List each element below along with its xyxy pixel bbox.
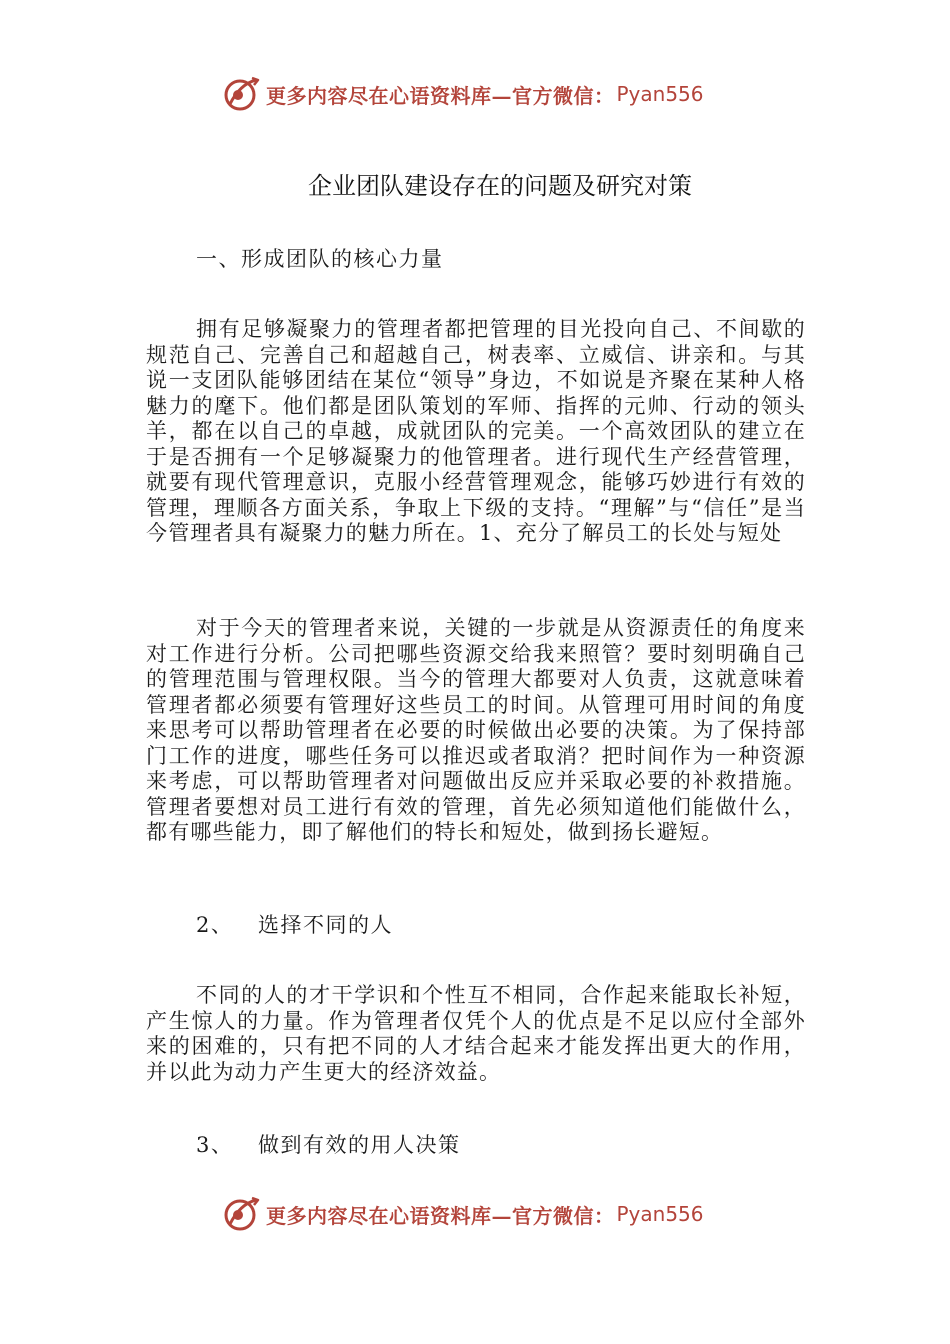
list-item-3-number: 3、 [196, 1133, 234, 1157]
banner-text: 更多内容尽在心语资料库—官方微信： [266, 83, 615, 108]
brand-logo-icon [222, 74, 262, 114]
paragraph-3: 不同的人的才干学识和个性互不相同，合作起来能取长补短，产生惊人的力量。作为管理者仅凭个人的优点是不足以应付全部外来的困难的，只有把不同的人才结合起来才能发挥出更大的作用，并以此为动力产生更大的经济效益。 [146, 983, 806, 1084]
document-title: 企业团队建设存在的问题及研究对策 [308, 172, 692, 200]
paragraph-2: 对于今天的管理者来说，关键的一步就是从资源责任的角度来对工作进行分析。公司把哪些资源交给我来照管？要时刻明确自己的管理范围与管理权限。当今的管理大都要对人负责，这就意味着管理者都必须要有管理好这些员工的时间。从管理可用时间的角度来思考可以帮助管理者在必要的时候做出必要的决策。为了保持部门工作的进度，哪些任务可以推迟或者取消？把时间作为一种资源来考虑，可以帮助管理者对问题做出反应并采取必要的补救措施。管理者要想对员工进行有效的管理，首先必须知道他们能做什么，都有哪些能力，即了解他们的特长和短处，做到扬长避短。 [146, 616, 806, 844]
list-item-2-text: 选择不同的人 [258, 913, 393, 937]
list-item-3 [196, 1129, 461, 1159]
list-item-2 [196, 909, 393, 939]
banner-wechat-id: Pyan556 [616, 1202, 704, 1226]
list-item-2-number: 2、 [196, 913, 234, 937]
section-heading-1: 一、形成团队的核心力量 [196, 247, 444, 271]
list-item-3-text: 做到有效的用人决策 [258, 1133, 461, 1157]
banner-wechat-id: Pyan556 [616, 82, 704, 106]
brand-logo-icon [222, 1194, 262, 1234]
paragraph-1: 拥有足够凝聚力的管理者都把管理的目光投向自己、不间歇的规范自己、完善自己和超越自己，树表率、立威信、讲亲和。与其说一支团队能够团结在某位“领导”身边，不如说是齐聚在某种人格魅力的麾下。他们都是团队策划的军师、指挥的元帅、行动的领头羊，都在以自己的卓越，成就团队的完美。一个高效团队的建立在于是否拥有一个足够凝聚力的他管理者。进行现代生产经营管理，就要有现代管理意识，克服小经营管理观念，能够巧妙进行有效的管理，理顺各方面关系，争取上下级的支持。“理解”与“信任”是当今管理者具有凝聚力的魅力所在。1、充分了解员工的长处与短处 [146, 317, 806, 545]
banner-text: 更多内容尽在心语资料库—官方微信： [266, 1203, 615, 1228]
header-banner [222, 72, 742, 116]
footer-banner [222, 1192, 742, 1236]
